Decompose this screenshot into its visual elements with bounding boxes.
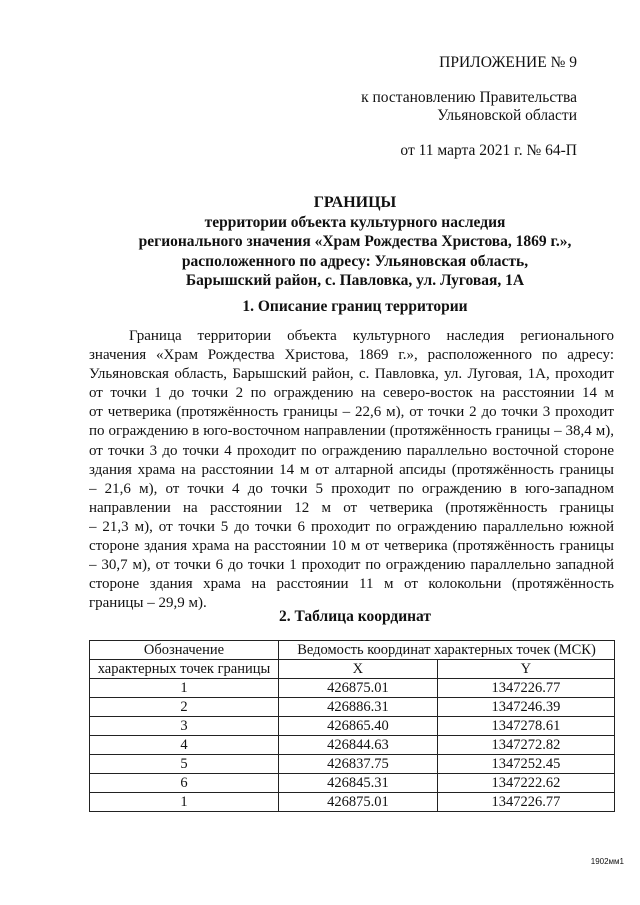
paragraph-line: – 30,7 м), от точки 6 до точки 1 проходит по ограждению параллельно западной <box>89 557 614 574</box>
point-cell: 5 <box>90 755 279 774</box>
x-cell: 426875.01 <box>279 793 438 812</box>
table-row <box>90 717 615 736</box>
paragraph-line: – 21,3 м), от точки 5 до точки 6 проходит по ограждению параллельно южной <box>89 518 614 535</box>
point-cell: 6 <box>90 774 279 793</box>
paragraph-line: здания храма на расстоянии 14 м от алтарной апсиды (протяжённость границы <box>89 461 614 478</box>
table-row <box>90 736 615 755</box>
title-line: расположенного по адресу: Ульяновская область, <box>181 252 529 270</box>
x-cell: 426865.40 <box>279 717 438 736</box>
point-cell: 2 <box>90 698 279 717</box>
paragraph-line: стороне здания храма на расстоянии 11 м от колокольни (протяжённость <box>89 576 614 593</box>
title-main: ГРАНИЦЫ <box>313 194 397 211</box>
point-header-line1: Обозначение <box>90 641 279 660</box>
coordinates-table <box>89 640 615 812</box>
point-cell: 1 <box>90 793 279 812</box>
table-row <box>90 755 615 774</box>
y-header: Y <box>437 660 614 679</box>
x-cell: 426845.31 <box>279 774 438 793</box>
title-line: территории объекта культурного наследия <box>204 213 506 231</box>
resolution-date-number: от 11 марта 2021 г. № 64-П <box>400 142 577 159</box>
x-cell: 426875.01 <box>279 679 438 698</box>
paragraph-line: – 21,6 м), от точки 4 до точки 5 проходит по ограждению в юго-западном <box>89 480 614 497</box>
paragraph-line: значения «Храм Рождества Христова, 1869 г.», расположенного по адресу: <box>89 347 614 364</box>
table-header-row <box>90 641 615 660</box>
paragraph-line: Ульяновская область, Барышский район, с. Павловка, ул. Луговая, 1А, проходит <box>89 366 614 383</box>
table-row <box>90 698 615 717</box>
y-cell: 1347272.82 <box>437 736 614 755</box>
point-cell: 4 <box>90 736 279 755</box>
y-cell: 1347226.77 <box>437 793 614 812</box>
x-cell: 426886.31 <box>279 698 438 717</box>
coordinates-group-header: Ведомость координат характерных точек (МСК) <box>279 641 615 660</box>
paragraph-line: от точки 3 до точки 4 проходит по ограждению параллельно восточной стороне <box>89 442 614 459</box>
x-cell: 426837.75 <box>279 755 438 774</box>
paragraph-line: стороне здания храма на расстоянии 10 м от четверика (протяжённость границы <box>89 538 614 555</box>
document-title <box>80 193 630 291</box>
table-row <box>90 679 615 698</box>
title-line: Барышский район, с. Павловка, ул. Луговая, 1А <box>185 272 525 289</box>
section-heading-coordinates: 2. Таблица координат <box>278 608 432 625</box>
y-cell: 1347278.61 <box>437 717 614 736</box>
table-row <box>90 774 615 793</box>
y-cell: 1347246.39 <box>437 698 614 717</box>
point-header-line2: характерных точек границы <box>90 660 279 679</box>
x-cell: 426844.63 <box>279 736 438 755</box>
table-header-row <box>90 660 615 679</box>
y-cell: 1347222.62 <box>437 774 614 793</box>
point-cell: 1 <box>90 679 279 698</box>
paragraph-line: от четверика (протяжённость границы – 22,6 м), от точки 2 до точки 3 проходит <box>89 404 614 421</box>
table-row <box>90 793 615 812</box>
paragraph-line: границы – 29,9 м). <box>89 595 207 612</box>
boundary-description <box>89 327 614 613</box>
x-header: X <box>279 660 438 679</box>
point-cell: 3 <box>90 717 279 736</box>
paragraph-line: по ограждению в юго-восточном направлении (протяжённость границы – 38,4 м), <box>89 423 614 440</box>
y-cell: 1347226.77 <box>437 679 614 698</box>
y-cell: 1347252.45 <box>437 755 614 774</box>
section-heading-description: 1. Описание границ территории <box>242 298 468 315</box>
paragraph-line: направлении на расстоянии 12 м от четверика (протяжённость границы <box>89 499 614 516</box>
paragraph-line: от точки 1 до точки 2 по ограждению на северо-восток на расстоянии 14 м <box>89 385 614 402</box>
appendix-number: ПРИЛОЖЕНИЕ № 9 <box>439 54 577 71</box>
title-line: регионального значения «Храм Рождества Христова, 1869 г.», <box>138 233 572 250</box>
paragraph-line: Граница территории объекта культурного наследия регионального <box>129 328 614 344</box>
resolution-reference: к постановлению Правительства <box>361 89 577 106</box>
document-code: 1902мм1 <box>590 857 624 866</box>
region-name: Ульяновской области <box>437 107 577 124</box>
